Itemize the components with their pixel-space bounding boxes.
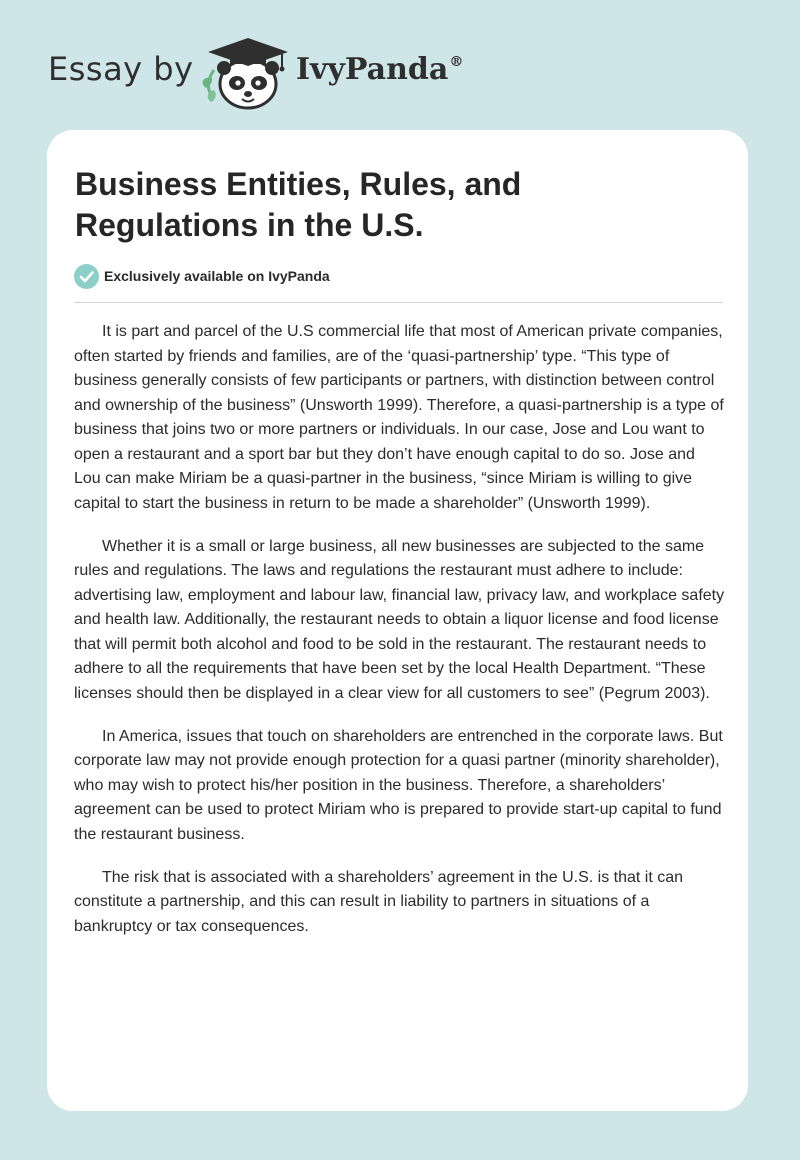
paragraph: In America, issues that touch on shareholders are entrenched in the corporate laws. But corporate law may not provide enough protection for a quasi partner (minority shareholder), who may wish to protect his/her position in the business. Therefore, a shareholders’ agreement can be used to protect Miriam who is prepared to provide start-up capital to fund the restaurant business. xyxy=(74,727,723,843)
paragraph: Whether it is a small or large business, all new businesses are subjected to the same rules and regulations. The laws and regulations the restaurant must adhere to include: advertising law, employment and labour law, financial law, privacy law, and workplace safety and health law. Additionally, the restaurant needs to obtain a liquor license and food license that will permit both alcohol and food to be sold in the restaurant. The restaurant needs to adhere to all the requirements that have been set by the local Health Department. “These licenses should then be displayed in a clear view for all customers to see” (Pegrum 2003). xyxy=(74,537,725,702)
registered-mark: ® xyxy=(449,54,464,70)
panda-graduation-cap-icon[interactable] xyxy=(200,34,292,110)
page-title: Business Entities, Rules, and Regulations in the U.S. xyxy=(75,166,522,243)
paragraph: It is part and parcel of the U.S commercial life that most of American private companies, often started by friends and families, are of the ‘quasi-partnership’ type. “This type of business generally consists of few participants or partners, with distinction between control and ownership of the business” (Unsworth 1999). Therefore, a quasi-partnership is a type of business that joins two or more partners or individuals. In our case, Jose and Lou want to open a restaurant and a sport bar but they don’t have enough capital to do so. Jose and Lou can make Miriam be a quasi-partner in the business, “since Miriam is willing to give capital to start the business in return to be made a shareholder” (Unsworth 1999). xyxy=(74,323,724,512)
divider xyxy=(74,302,723,303)
exclusive-badge xyxy=(74,263,330,289)
essay-card xyxy=(47,130,748,1111)
essay-by-label: Essay by xyxy=(48,50,194,88)
site-header xyxy=(0,0,800,120)
check-badge-icon xyxy=(74,264,99,289)
brand-logo[interactable] xyxy=(296,52,463,87)
paragraph: The risk that is associated with a shareholders’ agreement in the U.S. is that it can constitute a partnership, and this can result in liability to partners in situations of a bankruptcy or tax consequences. xyxy=(74,868,684,935)
brand-name: IvyPanda xyxy=(296,52,449,87)
exclusive-badge-label: Exclusively available on IvyPanda xyxy=(104,268,330,284)
essay-body xyxy=(74,320,725,958)
